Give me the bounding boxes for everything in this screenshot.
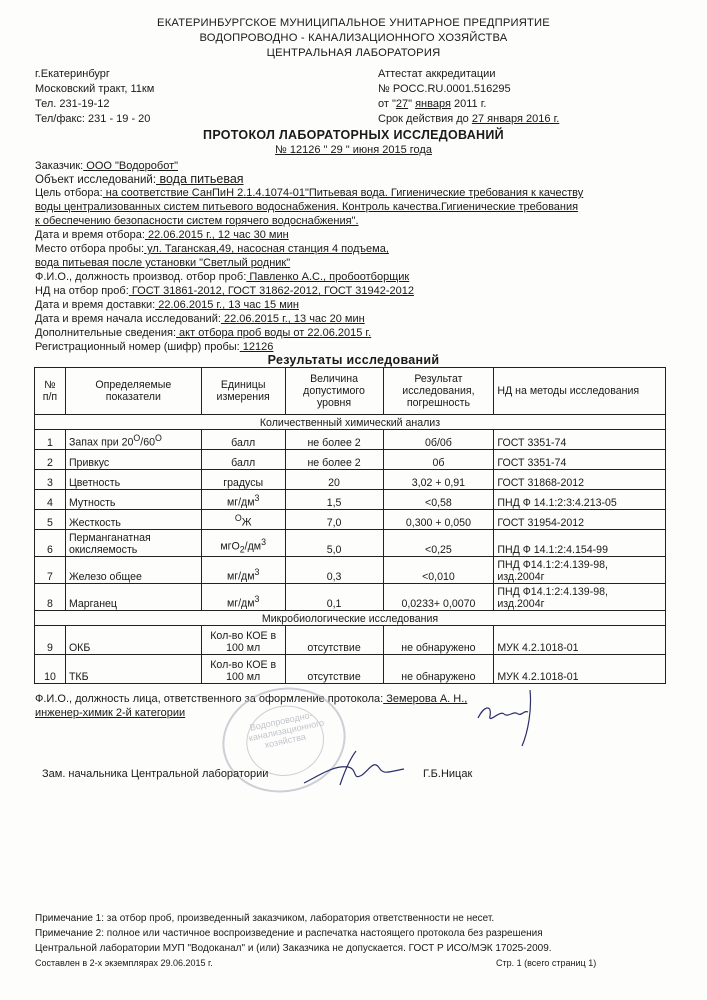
unit: балл <box>201 430 285 450</box>
signature-responsible <box>470 680 560 750</box>
column-header: № п/п <box>35 368 66 415</box>
protocol-title: ПРОТОКОЛ ЛАБОРАТОРНЫХ ИССЛЕДОВАНИЙ <box>203 128 504 142</box>
method-nd: ГОСТ 3351-74 <box>494 450 666 470</box>
indicator-name: Цветность <box>65 470 201 490</box>
unit: Кол-во КОЕ в 100 мл <box>201 655 285 684</box>
method-nd: ГОСТ 31954-2012 <box>494 510 666 530</box>
unit: градусы <box>201 470 285 490</box>
city: г.Екатеринбург <box>35 68 110 80</box>
column-header: Результат исследования, погрешность <box>383 368 494 415</box>
unit: $^O$Ж <box>201 510 285 530</box>
unit: Кол-во КОЕ в 100 мл <box>201 626 285 655</box>
sample-place: Место отбора пробы: ул. Таганская,49, насосная станция 4 подъема, вода питьевая после установки "Светлый родник" <box>35 243 389 269</box>
result-value: 0,0233+ 0,0070 <box>383 584 494 611</box>
accreditation-number: № РОСС.RU.0001.516295 <box>378 83 511 95</box>
column-header: НД на методы исследования <box>494 368 666 415</box>
object: Объект исследований: вода питьевая <box>35 172 244 186</box>
indicator-name: ТКБ <box>65 655 201 684</box>
purpose: Цель отбора: на соответствие СанПиН 2.1.4.1074-01"Питьевая вода. Гигиенические требования к качеству воды централизованных систем питьевого водоснабжения. Контроль качества.Гигиенические требования к обеспечению безопасности систем горячего водоснабжения". <box>35 187 584 227</box>
unit: балл <box>201 450 285 470</box>
org-name-line3: ЦЕНТРАЛЬНАЯ ЛАБОРАТОРИЯ <box>266 47 441 59</box>
start-date: Дата и время начала исследований: 22.06.2015 г., 13 час 20 мин <box>35 313 365 325</box>
extra-info: Дополнительные сведения: акт отбора проб воды от 22.06.2015 г. <box>35 327 372 339</box>
table-row <box>35 490 666 510</box>
allowed-level: 5,0 <box>285 530 383 557</box>
result-value: не обнаружено <box>383 626 494 655</box>
unit: $мгO_2/дм^3$ <box>201 530 285 557</box>
method-nd: ГОСТ 3351-74 <box>494 430 666 450</box>
allowed-level: 7,0 <box>285 510 383 530</box>
indicator-name: Марганец <box>65 584 201 611</box>
table-row <box>35 557 666 584</box>
indicator-name: Запах при $20^O/60^O$ <box>65 430 201 450</box>
copies-info: Составлен в 2-х экземплярах 29.06.2015 г. <box>35 958 213 968</box>
unit: $мг/дм^3$ <box>201 584 285 611</box>
row-number: 3 <box>35 470 66 490</box>
note-1: Примечание 1: за отбор проб, произведенный заказчиком, лаборатория ответственности не несет. <box>35 913 495 924</box>
accreditation-date: от "27" января 2011 г. <box>378 98 487 110</box>
column-header: Величина допустимого уровня <box>285 368 383 415</box>
lab-stamp: Водопроводно-канализационного хозяйства <box>213 676 356 804</box>
column-header: Определяемые показатели <box>65 368 201 415</box>
section-row <box>35 415 666 430</box>
allowed-level: отсутствие <box>285 655 383 684</box>
indicator-name: Перманганатная окисляемость <box>65 530 201 557</box>
results-title: Результаты исследований <box>267 353 440 367</box>
result-value: <0,010 <box>383 557 494 584</box>
result-value: не обнаружено <box>383 655 494 684</box>
signature-deputy <box>300 745 410 790</box>
sample-date: Дата и время отбора: 22.06.2015 г., 12 час 30 мин <box>35 229 289 241</box>
allowed-level: 0,1 <box>285 584 383 611</box>
registration-number: Регистрационный номер (шифр) пробы: 12126 <box>35 341 274 353</box>
note-2: Примечание 2: полное или частичное воспроизведение и распечатка настоящего протокола без разрешения <box>35 928 543 939</box>
deputy-head-name: Г.Б.Ницак <box>423 768 473 780</box>
responsible-position: инженер-химик 2-й категории <box>35 707 186 719</box>
row-number: 5 <box>35 510 66 530</box>
accreditation-validity: Срок действия до 27 января 2016 г. <box>378 113 560 125</box>
indicator-name: Привкус <box>65 450 201 470</box>
row-number: 6 <box>35 530 66 557</box>
unit: $мг/дм^3$ <box>201 490 285 510</box>
street: Московский тракт, 11км <box>35 83 155 95</box>
customer: Заказчик: ООО "Водоробот" <box>35 160 179 172</box>
table-row <box>35 470 666 490</box>
row-number: 10 <box>35 655 66 684</box>
table-row <box>35 510 666 530</box>
row-number: 2 <box>35 450 66 470</box>
org-name-line2: ВОДОПРОВОДНО - КАНАЛИЗАЦИОННОГО ХОЗЯЙСТВА <box>199 32 508 44</box>
sampler: Ф.И.О., должность производ. отбор проб: Павленко А.С., пробоотборщик <box>35 271 410 283</box>
section-title: Микробиологические исследования <box>35 611 666 626</box>
table-row <box>35 530 666 557</box>
column-header: Единицы измерения <box>201 368 285 415</box>
protocol-number: № 12126 " 29 " июня 2015 года <box>275 144 432 156</box>
deputy-head-label: Зам. начальника Центральной лаборатории <box>42 768 269 780</box>
table-row <box>35 584 666 611</box>
indicator-name: Жесткость <box>65 510 201 530</box>
delivery-date: Дата и время доставки: 22.06.2015 г., 13 час 15 мин <box>35 299 299 311</box>
table-row <box>35 430 666 450</box>
allowed-level: 20 <box>285 470 383 490</box>
phone: Тел. 231-19-12 <box>35 98 110 110</box>
method-nd: МУК 4.2.1018-01 <box>494 655 666 684</box>
org-name-line1: ЕКАТЕРИНБУРГСКОЕ МУНИЦИПАЛЬНОЕ УНИТАРНОЕ ПРЕДПРИЯТИЕ <box>157 17 550 29</box>
section-row <box>35 611 666 626</box>
row-number: 8 <box>35 584 66 611</box>
method-nd: МУК 4.2.1018-01 <box>494 626 666 655</box>
method-nd: ПНД Ф14.1:2:4.139-98, изд.2004г <box>494 557 666 584</box>
indicator-name: Железо общее <box>65 557 201 584</box>
note-3: Центральной лаборатории МУП "Водоканал" и (или) Заказчика не допускается. ГОСТ Р ИСО/МЭК 17025-2009. <box>35 943 552 954</box>
method-nd: ГОСТ 31868-2012 <box>494 470 666 490</box>
allowed-level: отсутствие <box>285 626 383 655</box>
indicator-name: ОКБ <box>65 626 201 655</box>
allowed-level: не более 2 <box>285 450 383 470</box>
result-value: <0,58 <box>383 490 494 510</box>
row-number: 1 <box>35 430 66 450</box>
row-number: 9 <box>35 626 66 655</box>
section-title: Количественный химический анализ <box>35 415 666 430</box>
result-value: 0б/0б <box>383 430 494 450</box>
sampling-nd: НД на отбор проб: ГОСТ 31861-2012, ГОСТ 31862-2012, ГОСТ 31942-2012 <box>35 285 414 297</box>
unit: $мг/дм^3$ <box>201 557 285 584</box>
allowed-level: 0,3 <box>285 557 383 584</box>
responsible-person: Ф.И.О., должность лица, ответственного за оформление протокола: Земерова А. Н., <box>35 693 468 705</box>
result-value: 0,300 + 0,050 <box>383 510 494 530</box>
method-nd: ПНД Ф 14.1:2:3:4.213-05 <box>494 490 666 510</box>
allowed-level: не более 2 <box>285 430 383 450</box>
table-row <box>35 655 666 684</box>
allowed-level: 1,5 <box>285 490 383 510</box>
result-value: 3,02 + 0,91 <box>383 470 494 490</box>
method-nd: ПНД Ф14.1:2:4.139-98, изд.2004г <box>494 584 666 611</box>
fax: Тел/факс: 231 - 19 - 20 <box>35 113 151 125</box>
row-number: 7 <box>35 557 66 584</box>
row-number: 4 <box>35 490 66 510</box>
table-row <box>35 626 666 655</box>
method-nd: ПНД Ф 14.1:2:4.154-99 <box>494 530 666 557</box>
accreditation-label: Аттестат аккредитации <box>378 68 496 80</box>
page-number: Стр. 1 (всего страниц 1) <box>496 958 597 968</box>
result-value: <0,25 <box>383 530 494 557</box>
result-value: 0б <box>383 450 494 470</box>
results-table <box>34 367 666 684</box>
table-row <box>35 450 666 470</box>
indicator-name: Мутность <box>65 490 201 510</box>
table-header-row <box>35 368 666 415</box>
